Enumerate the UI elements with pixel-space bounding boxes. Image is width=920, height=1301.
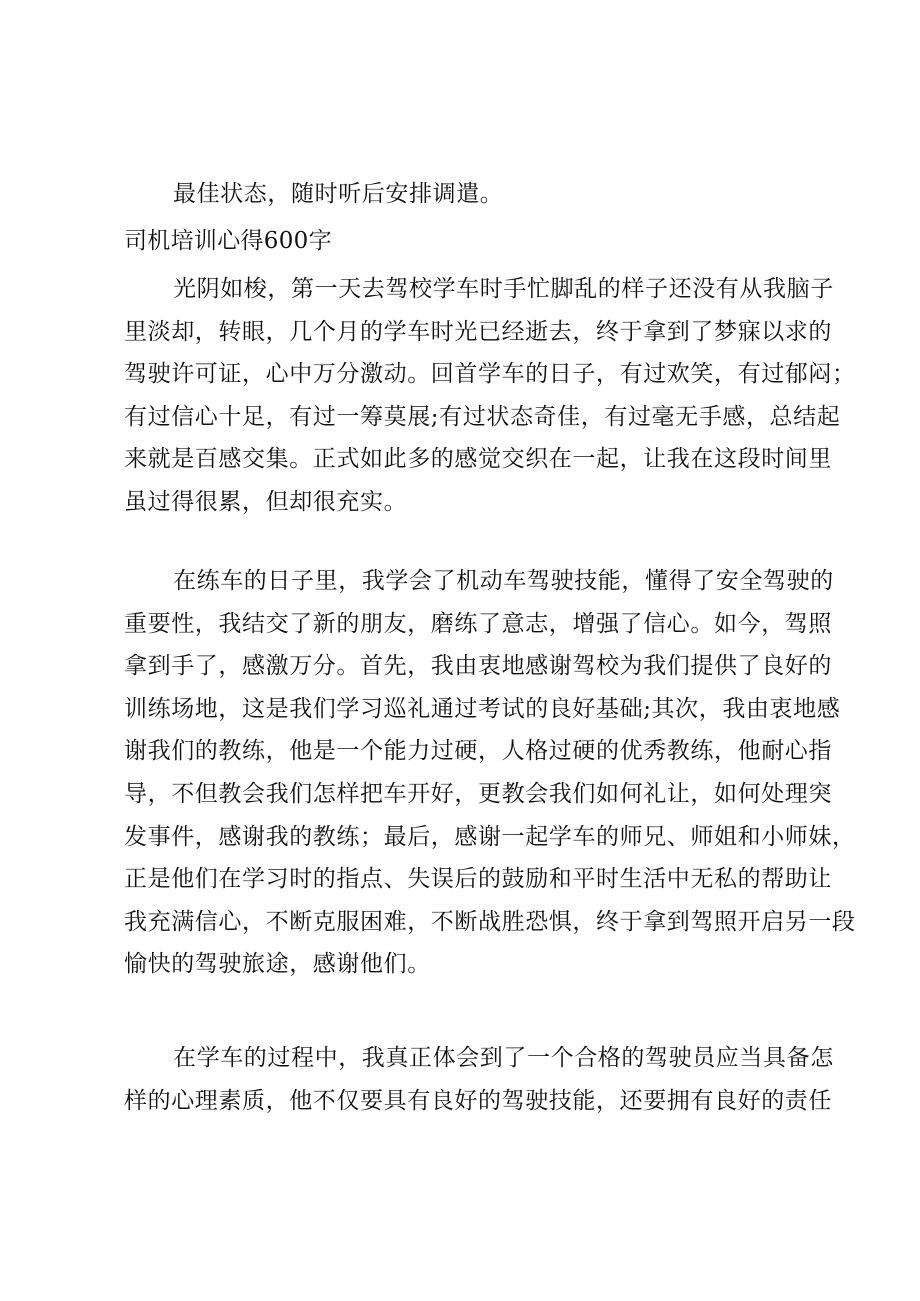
paragraph-line: 在学车的过程中，我真正体会到了一个合格的驾驶员应当具备怎	[173, 1045, 834, 1071]
paragraph-line: 愉快的驾驶旅途，感谢他们。	[124, 951, 431, 978]
paragraph-line: 样的心理素质，他不仅要具有良好的驾驶技能，还要拥有良好的责任	[124, 1087, 832, 1114]
continuation-line: 最佳状态，随时听后安排调遣。	[173, 181, 504, 207]
paragraph-line: 正是他们在学习时的指点、失误后的鼓励和平时生活中无私的帮助让	[124, 866, 832, 893]
paragraph-line: 虽过得很累，但却很充实。	[124, 488, 408, 515]
document-heading: 司机培训心得600字	[124, 228, 332, 254]
paragraph-line: 在练车的日子里，我学会了机动车驾驶技能，懂得了安全驾驶的	[173, 568, 834, 594]
paragraph-line: 我充满信心，不断克服困难，不断战胜恐惧，终于拿到驾照开启另一段	[124, 908, 856, 935]
paragraph-1	[124, 268, 856, 524]
paragraph-line: 里淡却，转眼，几个月的学车时光已经逝去，终于拿到了梦寐以求的	[124, 318, 832, 345]
paragraph-line: 发事件，感谢我的教练；最后，感谢一起学车的师兄、师姐和小师妹，	[124, 823, 856, 850]
paragraph-line: 重要性，我结交了新的朋友，磨练了意志，增强了信心。如今，驾照	[124, 610, 832, 637]
paragraph-line: 光阴如梭，第一天去驾校学车时手忙脚乱的样子还没有从我脑子	[173, 276, 834, 302]
paragraph-line: 训练场地，这是我们学习巡礼通过考试的良好基础;其次，我由衷地感	[124, 695, 841, 722]
paragraph-line: 驾驶许可证，心中万分激动。回首学车的日子，有过欢笑，有过郁闷；	[124, 361, 856, 388]
paragraph-2	[124, 560, 856, 986]
paragraph-line: 导，不但教会我们怎样把车开好，更教会我们如何礼让，如何处理突	[124, 780, 832, 807]
continuation-paragraph	[124, 173, 824, 216]
paragraph-line: 来就是百感交集。正式如此多的感觉交织在一起，让我在这段时间里	[124, 446, 832, 473]
paragraph-line: 拿到手了，感激万分。首先，我由衷地感谢驾校为我们提供了良好的	[124, 653, 832, 680]
paragraph-line: 有过信心十足，有过一筹莫展;有过状态奇佳，有过毫无手感，总结起	[124, 403, 841, 430]
paragraph-line: 谢我们的教练，他是一个能力过硬，人格过硬的优秀教练，他耐心指	[124, 738, 832, 765]
paragraph-3	[124, 1037, 834, 1122]
